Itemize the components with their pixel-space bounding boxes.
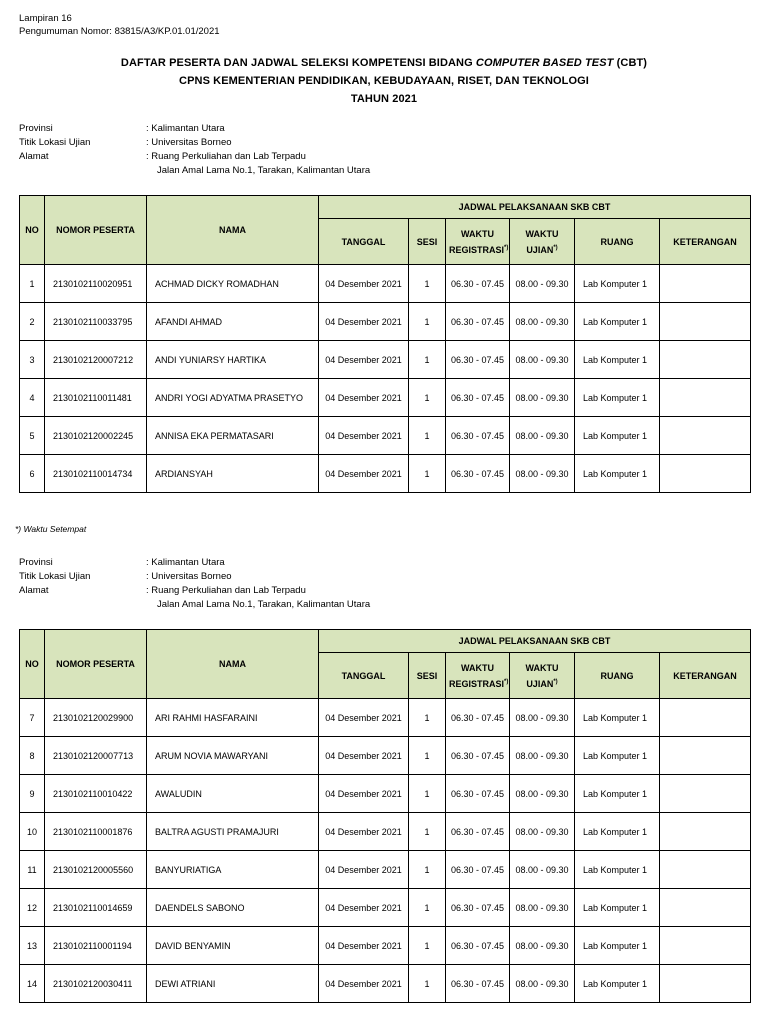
waktu-ujian-line-2: UJIAN [526, 244, 554, 255]
cell-tanggal: 04 Desember 2021 [319, 455, 409, 493]
cell-nama: BANYURIATIGA [147, 851, 319, 889]
title-line-2: CPNS KEMENTERIAN PENDIDIKAN, KEBUDAYAAN, RISET, DAN TEKNOLOGI [179, 75, 589, 87]
cell-keterangan [660, 889, 751, 927]
cell-waktu-ujian: 08.00 - 09.30 [510, 813, 575, 851]
col-header-no: NO [20, 630, 45, 699]
cell-nama: DAVID BENYAMIN [147, 927, 319, 965]
waktu-ujian-line-1: WAKTU [525, 662, 559, 673]
cell-waktu-registrasi: 06.30 - 07.45 [446, 775, 510, 813]
cell-nomor-peserta: 2130102110010422 [45, 775, 147, 813]
cell-keterangan [660, 699, 751, 737]
asterisk-mark: *) [504, 678, 509, 685]
cell-waktu-registrasi: 06.30 - 07.45 [446, 927, 510, 965]
cell-waktu-registrasi: 06.30 - 07.45 [446, 265, 510, 303]
cell-waktu-ujian: 08.00 - 09.30 [510, 417, 575, 455]
document-header [19, 12, 220, 38]
waktu-registrasi-line-2: REGISTRASI [449, 678, 505, 689]
waktu-registrasi-line-2: REGISTRASI [449, 244, 505, 255]
cell-waktu-registrasi: 06.30 - 07.45 [446, 341, 510, 379]
cell-nama: ANNISA EKA PERMATASARI [147, 417, 319, 455]
cell-nama: DEWI ATRIANI [147, 965, 319, 1003]
cell-waktu-ujian: 08.00 - 09.30 [510, 341, 575, 379]
asterisk-mark: *) [553, 678, 558, 685]
lokasi-value: : Universitas Borneo [146, 137, 232, 148]
cell-ruang: Lab Komputer 1 [575, 813, 660, 851]
cell-tanggal: 04 Desember 2021 [319, 265, 409, 303]
cell-nomor-peserta: 2130102110014659 [45, 889, 147, 927]
cell-keterangan [660, 417, 751, 455]
lokasi-value: : Universitas Borneo [146, 571, 232, 582]
lokasi-label: Titik Lokasi Ujian [19, 137, 91, 148]
table-row [20, 737, 751, 775]
cell-no: 12 [20, 889, 45, 927]
provinsi-value: : Kalimantan Utara [146, 123, 225, 134]
cell-keterangan [660, 265, 751, 303]
cell-waktu-ujian: 08.00 - 09.30 [510, 303, 575, 341]
cell-sesi: 1 [409, 455, 446, 493]
cell-waktu-registrasi: 06.30 - 07.45 [446, 417, 510, 455]
table-row [20, 265, 751, 303]
cell-waktu-ujian: 08.00 - 09.30 [510, 699, 575, 737]
title-line-1 [0, 54, 768, 72]
cell-ruang: Lab Komputer 1 [575, 965, 660, 1003]
cell-nomor-peserta: 2130102120030411 [45, 965, 147, 1003]
cell-keterangan [660, 341, 751, 379]
cell-sesi: 1 [409, 379, 446, 417]
cell-sesi: 1 [409, 265, 446, 303]
cell-keterangan [660, 775, 751, 813]
cell-sesi: 1 [409, 341, 446, 379]
cell-nama: DAENDELS SABONO [147, 889, 319, 927]
cell-sesi: 1 [409, 699, 446, 737]
col-header-sesi: SESI [409, 219, 446, 265]
cell-no: 9 [20, 775, 45, 813]
alamat-value-line-2: Jalan Amal Lama No.1, Tarakan, Kalimantan Utara [157, 599, 371, 610]
cell-keterangan [660, 927, 751, 965]
cell-nama: ARI RAHMI HASFARAINI [147, 699, 319, 737]
cell-ruang: Lab Komputer 1 [575, 379, 660, 417]
cell-nomor-peserta: 2130102110020951 [45, 265, 147, 303]
cell-nama: ARDIANSYAH [147, 455, 319, 493]
cell-no: 8 [20, 737, 45, 775]
col-header-waktu-registrasi [446, 653, 510, 699]
cell-tanggal: 04 Desember 2021 [319, 699, 409, 737]
col-header-waktu-registrasi [446, 219, 510, 265]
provinsi-label: Provinsi [19, 123, 53, 134]
col-header-sesi: SESI [409, 653, 446, 699]
cell-ruang: Lab Komputer 1 [575, 851, 660, 889]
table-row [20, 927, 751, 965]
title-line-1-suffix: (CBT) [613, 57, 648, 69]
cell-nomor-peserta: 2130102110033795 [45, 303, 147, 341]
alamat-label: Alamat [19, 585, 49, 596]
cell-no: 5 [20, 417, 45, 455]
cell-no: 2 [20, 303, 45, 341]
cell-waktu-ujian: 08.00 - 09.30 [510, 775, 575, 813]
table-row [20, 775, 751, 813]
cell-waktu-registrasi: 06.30 - 07.45 [446, 813, 510, 851]
footnote: *) Waktu Setempat [15, 524, 87, 534]
cell-ruang: Lab Komputer 1 [575, 775, 660, 813]
cell-sesi: 1 [409, 775, 446, 813]
asterisk-mark: *) [553, 244, 558, 251]
cell-keterangan [660, 303, 751, 341]
cell-keterangan [660, 455, 751, 493]
col-header-tanggal: TANGGAL [319, 653, 409, 699]
cell-no: 7 [20, 699, 45, 737]
provinsi-value: : Kalimantan Utara [146, 557, 225, 568]
cell-sesi: 1 [409, 737, 446, 775]
table-row [20, 965, 751, 1003]
waktu-ujian-line-1: WAKTU [525, 228, 559, 239]
cell-waktu-ujian: 08.00 - 09.30 [510, 851, 575, 889]
table-row [20, 341, 751, 379]
cell-ruang: Lab Komputer 1 [575, 737, 660, 775]
alamat-label: Alamat [19, 151, 49, 162]
cell-nomor-peserta: 2130102110011481 [45, 379, 147, 417]
cell-nama: BALTRA AGUSTI PRAMAJURI [147, 813, 319, 851]
cell-ruang: Lab Komputer 1 [575, 889, 660, 927]
document-title [0, 54, 768, 108]
cell-waktu-registrasi: 06.30 - 07.45 [446, 699, 510, 737]
cell-tanggal: 04 Desember 2021 [319, 889, 409, 927]
cell-tanggal: 04 Desember 2021 [319, 965, 409, 1003]
cell-waktu-ujian: 08.00 - 09.30 [510, 379, 575, 417]
cell-no: 1 [20, 265, 45, 303]
cell-nomor-peserta: 2130102110001194 [45, 927, 147, 965]
cell-tanggal: 04 Desember 2021 [319, 417, 409, 455]
cell-no: 6 [20, 455, 45, 493]
cell-no: 14 [20, 965, 45, 1003]
table-row [20, 889, 751, 927]
cell-ruang: Lab Komputer 1 [575, 699, 660, 737]
cell-tanggal: 04 Desember 2021 [319, 737, 409, 775]
col-header-waktu-ujian [510, 219, 575, 265]
cell-ruang: Lab Komputer 1 [575, 265, 660, 303]
cell-nomor-peserta: 2130102120029900 [45, 699, 147, 737]
cell-nomor-peserta: 2130102110014734 [45, 455, 147, 493]
col-header-ruang: RUANG [575, 653, 660, 699]
cell-keterangan [660, 379, 751, 417]
cell-tanggal: 04 Desember 2021 [319, 379, 409, 417]
alamat-value: : Ruang Perkuliahan dan Lab Terpadu [146, 585, 306, 596]
col-header-waktu-ujian [510, 653, 575, 699]
lokasi-label: Titik Lokasi Ujian [19, 571, 91, 582]
cell-keterangan [660, 851, 751, 889]
cell-waktu-ujian: 08.00 - 09.30 [510, 889, 575, 927]
cell-waktu-registrasi: 06.30 - 07.45 [446, 737, 510, 775]
table-2-body [20, 699, 751, 1003]
cell-keterangan [660, 813, 751, 851]
cell-keterangan [660, 965, 751, 1003]
col-header-nomor-peserta: NOMOR PESERTA [45, 196, 147, 265]
col-header-tanggal: TANGGAL [319, 219, 409, 265]
cell-tanggal: 04 Desember 2021 [319, 851, 409, 889]
cell-waktu-ujian: 08.00 - 09.30 [510, 265, 575, 303]
cell-waktu-registrasi: 06.30 - 07.45 [446, 889, 510, 927]
cell-sesi: 1 [409, 813, 446, 851]
cell-keterangan [660, 737, 751, 775]
table-row [20, 379, 751, 417]
waktu-ujian-line-2: UJIAN [526, 678, 554, 689]
col-header-keterangan: KETERANGAN [660, 219, 751, 265]
cell-ruang: Lab Komputer 1 [575, 303, 660, 341]
announcement-number: Pengumuman Nomor: 83815/A3/KP.01.01/2021 [19, 26, 220, 37]
cell-sesi: 1 [409, 965, 446, 1003]
table-row [20, 851, 751, 889]
cell-waktu-registrasi: 06.30 - 07.45 [446, 379, 510, 417]
table-row [20, 303, 751, 341]
cell-waktu-registrasi: 06.30 - 07.45 [446, 303, 510, 341]
cell-waktu-ujian: 08.00 - 09.30 [510, 965, 575, 1003]
col-header-nomor-peserta: NOMOR PESERTA [45, 630, 147, 699]
waktu-registrasi-line-1: WAKTU [461, 662, 494, 673]
col-header-jadwal: JADWAL PELAKSANAAN SKB CBT [319, 196, 751, 219]
title-line-1-italic: COMPUTER BASED TEST [475, 57, 614, 69]
col-header-jadwal: JADWAL PELAKSANAAN SKB CBT [319, 630, 751, 653]
cell-sesi: 1 [409, 851, 446, 889]
provinsi-label: Provinsi [19, 557, 53, 568]
cell-ruang: Lab Komputer 1 [575, 417, 660, 455]
cell-tanggal: 04 Desember 2021 [319, 303, 409, 341]
cell-tanggal: 04 Desember 2021 [319, 927, 409, 965]
cell-nama: ARUM NOVIA MAWARYANI [147, 737, 319, 775]
cell-waktu-ujian: 08.00 - 09.30 [510, 737, 575, 775]
title-line-3: TAHUN 2021 [350, 93, 418, 105]
cell-nama: ACHMAD DICKY ROMADHAN [147, 265, 319, 303]
cell-nomor-peserta: 2130102110001876 [45, 813, 147, 851]
cell-nomor-peserta: 2130102120007713 [45, 737, 147, 775]
cell-sesi: 1 [409, 417, 446, 455]
cell-ruang: Lab Komputer 1 [575, 341, 660, 379]
alamat-value-line-2: Jalan Amal Lama No.1, Tarakan, Kalimantan Utara [157, 165, 371, 176]
cell-nomor-peserta: 2130102120007212 [45, 341, 147, 379]
participant-table-2 [19, 629, 751, 1003]
cell-no: 10 [20, 813, 45, 851]
cell-nomor-peserta: 2130102120002245 [45, 417, 147, 455]
col-header-no: NO [20, 196, 45, 265]
cell-ruang: Lab Komputer 1 [575, 927, 660, 965]
cell-tanggal: 04 Desember 2021 [319, 775, 409, 813]
alamat-value: : Ruang Perkuliahan dan Lab Terpadu [146, 151, 306, 162]
cell-sesi: 1 [409, 303, 446, 341]
participant-table-1 [19, 195, 751, 493]
cell-nama: ANDRI YOGI ADYATMA PRASETYO [147, 379, 319, 417]
title-line-1-prefix: DAFTAR PESERTA DAN JADWAL SELEKSI KOMPETENSI BIDANG [120, 57, 476, 69]
cell-waktu-registrasi: 06.30 - 07.45 [446, 965, 510, 1003]
cell-no: 3 [20, 341, 45, 379]
cell-tanggal: 04 Desember 2021 [319, 341, 409, 379]
waktu-registrasi-line-1: WAKTU [461, 228, 494, 239]
cell-no: 11 [20, 851, 45, 889]
table-row [20, 455, 751, 493]
table-row [20, 417, 751, 455]
asterisk-mark: *) [504, 244, 509, 251]
cell-waktu-registrasi: 06.30 - 07.45 [446, 851, 510, 889]
col-header-ruang: RUANG [575, 219, 660, 265]
cell-sesi: 1 [409, 927, 446, 965]
cell-no: 13 [20, 927, 45, 965]
table-row [20, 813, 751, 851]
cell-ruang: Lab Komputer 1 [575, 455, 660, 493]
cell-nama: ANDI YUNIARSY HARTIKA [147, 341, 319, 379]
cell-waktu-registrasi: 06.30 - 07.45 [446, 455, 510, 493]
cell-nama: AFANDI AHMAD [147, 303, 319, 341]
cell-waktu-ujian: 08.00 - 09.30 [510, 455, 575, 493]
col-header-keterangan: KETERANGAN [660, 653, 751, 699]
col-header-nama: NAMA [147, 196, 319, 265]
cell-tanggal: 04 Desember 2021 [319, 813, 409, 851]
table-row [20, 699, 751, 737]
table-1-body [20, 265, 751, 493]
cell-nama: AWALUDIN [147, 775, 319, 813]
col-header-nama: NAMA [147, 630, 319, 699]
cell-waktu-ujian: 08.00 - 09.30 [510, 927, 575, 965]
cell-no: 4 [20, 379, 45, 417]
attachment-label: Lampiran 16 [19, 13, 72, 24]
cell-nomor-peserta: 2130102120005560 [45, 851, 147, 889]
cell-sesi: 1 [409, 889, 446, 927]
